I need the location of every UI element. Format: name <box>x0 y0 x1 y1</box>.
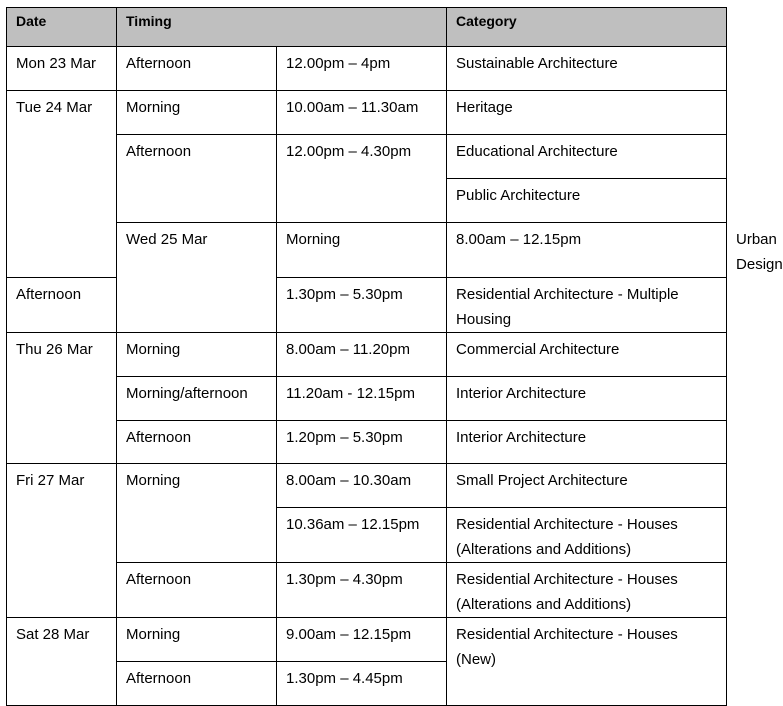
category-cell: Commercial Architecture <box>447 333 727 377</box>
time-cell: 1.30pm – 5.30pm <box>277 278 447 333</box>
date-cell: Wed 25 Mar <box>117 223 277 333</box>
table-row <box>7 618 727 662</box>
date-cell: Thu 26 Mar <box>7 333 117 464</box>
category-cell: Public Architecture <box>447 179 727 223</box>
session-cell: Morning <box>277 223 447 278</box>
session-cell: Morning <box>117 91 277 135</box>
table-row <box>7 278 727 333</box>
table-row: Wed 25 Mar Morning 8.00am – 12.15pm Urban Design <box>7 223 727 278</box>
session-cell: Afternoon <box>117 47 277 91</box>
date-cell: Sat 28 Mar <box>7 618 117 706</box>
category-cell: Interior Architecture <box>447 421 727 464</box>
category-cell: Interior Architecture <box>447 377 727 421</box>
table-row <box>7 464 727 508</box>
time-cell: 1.30pm – 4.30pm <box>277 563 447 618</box>
time-cell: 9.00am – 12.15pm <box>277 618 447 662</box>
time-cell: 10.36am – 12.15pm <box>277 508 447 563</box>
session-cell: Morning/afternoon <box>117 377 277 421</box>
category-cell: Residential Architecture - Multiple Housing <box>447 278 727 333</box>
time-cell: 8.00am – 11.20pm <box>277 333 447 377</box>
date-cell: Fri 27 Mar <box>7 464 117 618</box>
category-cell: Residential Architecture - Houses (Alterations and Additions) <box>447 508 727 563</box>
time-cell: 11.20am - 12.15pm <box>277 377 447 421</box>
session-cell: Afternoon <box>7 278 117 333</box>
session-cell: Afternoon <box>117 135 277 223</box>
table-row <box>7 91 727 135</box>
time-cell: 12.00pm – 4pm <box>277 47 447 91</box>
header-category: Category <box>447 8 727 47</box>
session-cell: Afternoon <box>117 421 277 464</box>
time-cell: 1.30pm – 4.45pm <box>277 662 447 706</box>
category-cell: Residential Architecture - Houses (New) <box>447 618 727 706</box>
time-cell: 12.00pm – 4.30pm <box>277 135 447 223</box>
header-row <box>7 8 727 47</box>
table-row <box>7 47 727 91</box>
time-cell: 8.00am – 10.30am <box>277 464 447 508</box>
session-cell: Morning <box>117 618 277 662</box>
category-cell: Residential Architecture - Houses (Alterations and Additions) <box>447 563 727 618</box>
time-cell: 1.20pm – 5.30pm <box>277 421 447 464</box>
session-cell: Morning <box>117 464 277 563</box>
session-cell: Morning <box>117 333 277 377</box>
category-cell: Educational Architecture <box>447 135 727 179</box>
date-cell: Mon 23 Mar <box>7 47 117 91</box>
category-cell: Heritage <box>447 91 727 135</box>
schedule-table <box>6 7 783 706</box>
time-cell: 8.00am – 12.15pm <box>447 223 727 278</box>
session-cell: Afternoon <box>117 563 277 618</box>
header-date: Date <box>7 8 117 47</box>
category-cell: Sustainable Architecture <box>447 47 727 91</box>
session-cell: Afternoon <box>117 662 277 706</box>
header-timing: Timing <box>117 8 447 47</box>
date-cell: Tue 24 Mar <box>7 91 117 278</box>
category-cell: Small Project Architecture <box>447 464 727 508</box>
time-cell: 10.00am – 11.30am <box>277 91 447 135</box>
table-row <box>7 333 727 377</box>
